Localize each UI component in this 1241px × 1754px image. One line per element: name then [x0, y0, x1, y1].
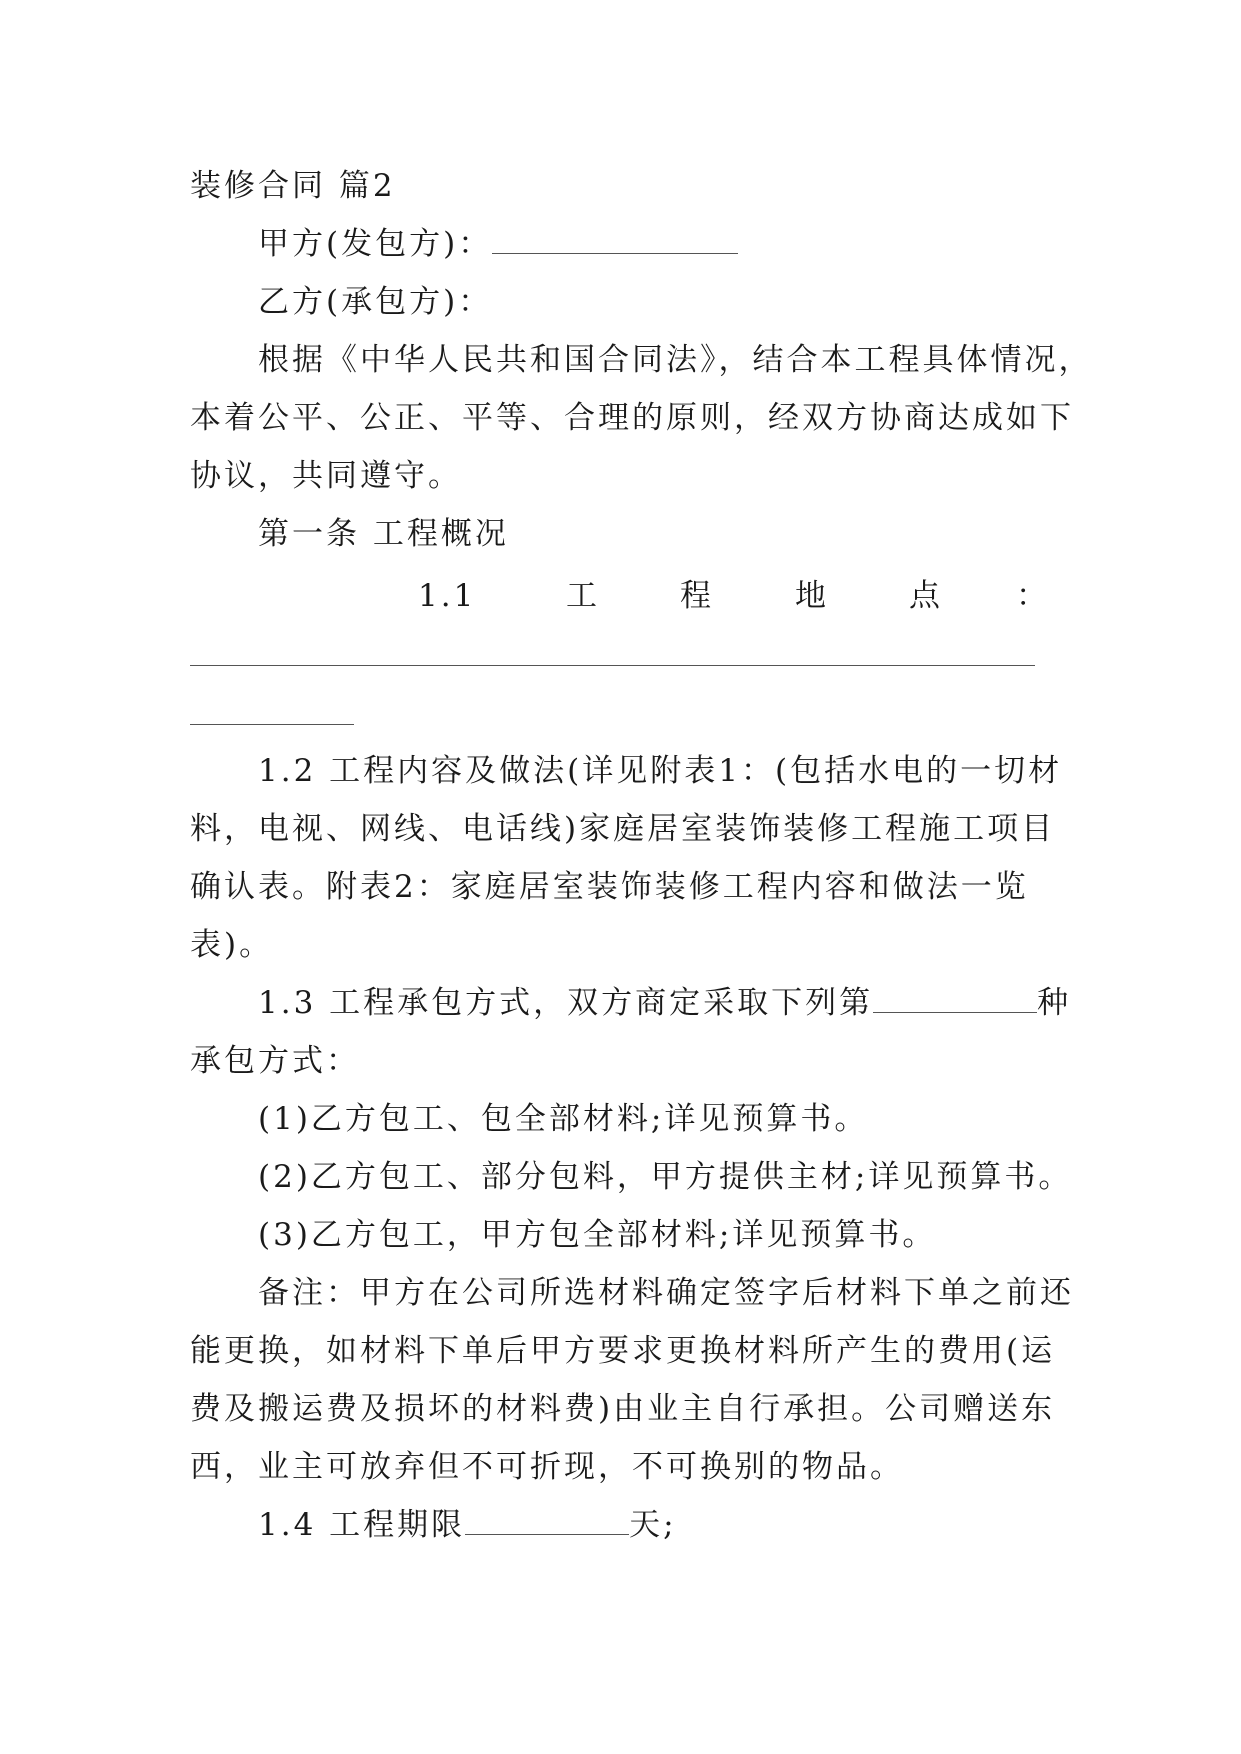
party-b-label: 乙方(承包方)：	[258, 284, 493, 320]
item-1-4-line	[258, 1505, 677, 1545]
duration-blank	[465, 1510, 629, 1535]
item-1-1-number: 1.1	[418, 578, 477, 614]
item-1-4-text: 1.4 工程期限	[258, 1507, 466, 1543]
item-1-1-char: 点	[909, 578, 943, 614]
item-1-3-line-2: 承包方式：	[190, 1043, 360, 1079]
item-1-2-line-1: 1.2 工程内容及做法(详见附表1：(包括水电的一切材	[258, 753, 1063, 789]
note-line-4: 西，业主可放弃但不可折现，不可换别的物品。	[190, 1449, 904, 1485]
intro-line-3: 协议，共同遵守。	[190, 458, 462, 494]
address-blank-line-2	[190, 724, 354, 725]
item-1-4-suffix: 天;	[629, 1507, 677, 1543]
option-3: (3)乙方包工，甲方包全部材料;详见预算书。	[258, 1217, 937, 1253]
item-1-1-char: ：	[1016, 578, 1050, 614]
contract-type-blank	[873, 988, 1037, 1013]
item-1-2-line-2: 料，电视、网线、电话线)家庭居室装饰装修工程施工项目	[190, 811, 1056, 847]
item-1-2-line-3: 确认表。附表2：家庭居室装饰装修工程内容和做法一览	[190, 869, 1029, 905]
article-1-title: 第一条 工程概况	[258, 516, 509, 552]
item-1-1-char: 程	[680, 578, 714, 614]
option-1: (1)乙方包工、包全部材料;详见预算书。	[258, 1101, 869, 1137]
item-1-3-suffix: 种	[1037, 985, 1072, 1021]
item-1-3-text: 1.3 工程承包方式，双方商定采取下列第	[258, 985, 874, 1021]
party-a-line	[258, 224, 738, 264]
document-heading: 装修合同 篇2	[190, 168, 396, 204]
intro-line-1: 根据《中华人民共和国合同法》，结合本工程具体情况，	[258, 342, 1093, 378]
note-line-3: 费及搬运费及损坏的材料费)由业主自行承担。公司赠送东	[190, 1391, 1056, 1427]
note-line-1: 备注：甲方在公司所选材料确定签字后材料下单之前还	[258, 1275, 1074, 1311]
intro-line-2: 本着公平、公正、平等、合理的原则，经双方协商达成如下	[190, 400, 1074, 436]
option-2: (2)乙方包工、部分包料，甲方提供主材;详见预算书。	[258, 1159, 1073, 1195]
address-blank-line-1	[190, 665, 1035, 666]
item-1-1-char: 地	[795, 578, 829, 614]
party-a-blank	[492, 229, 738, 254]
note-line-2: 能更换，如材料下单后甲方要求更换材料所产生的费用(运	[190, 1333, 1056, 1369]
item-1-1-char: 工	[566, 578, 600, 614]
item-1-2-line-4: 表)。	[190, 927, 274, 963]
item-1-3-line-1	[258, 983, 1071, 1023]
party-a-label: 甲方(发包方)：	[258, 226, 493, 262]
